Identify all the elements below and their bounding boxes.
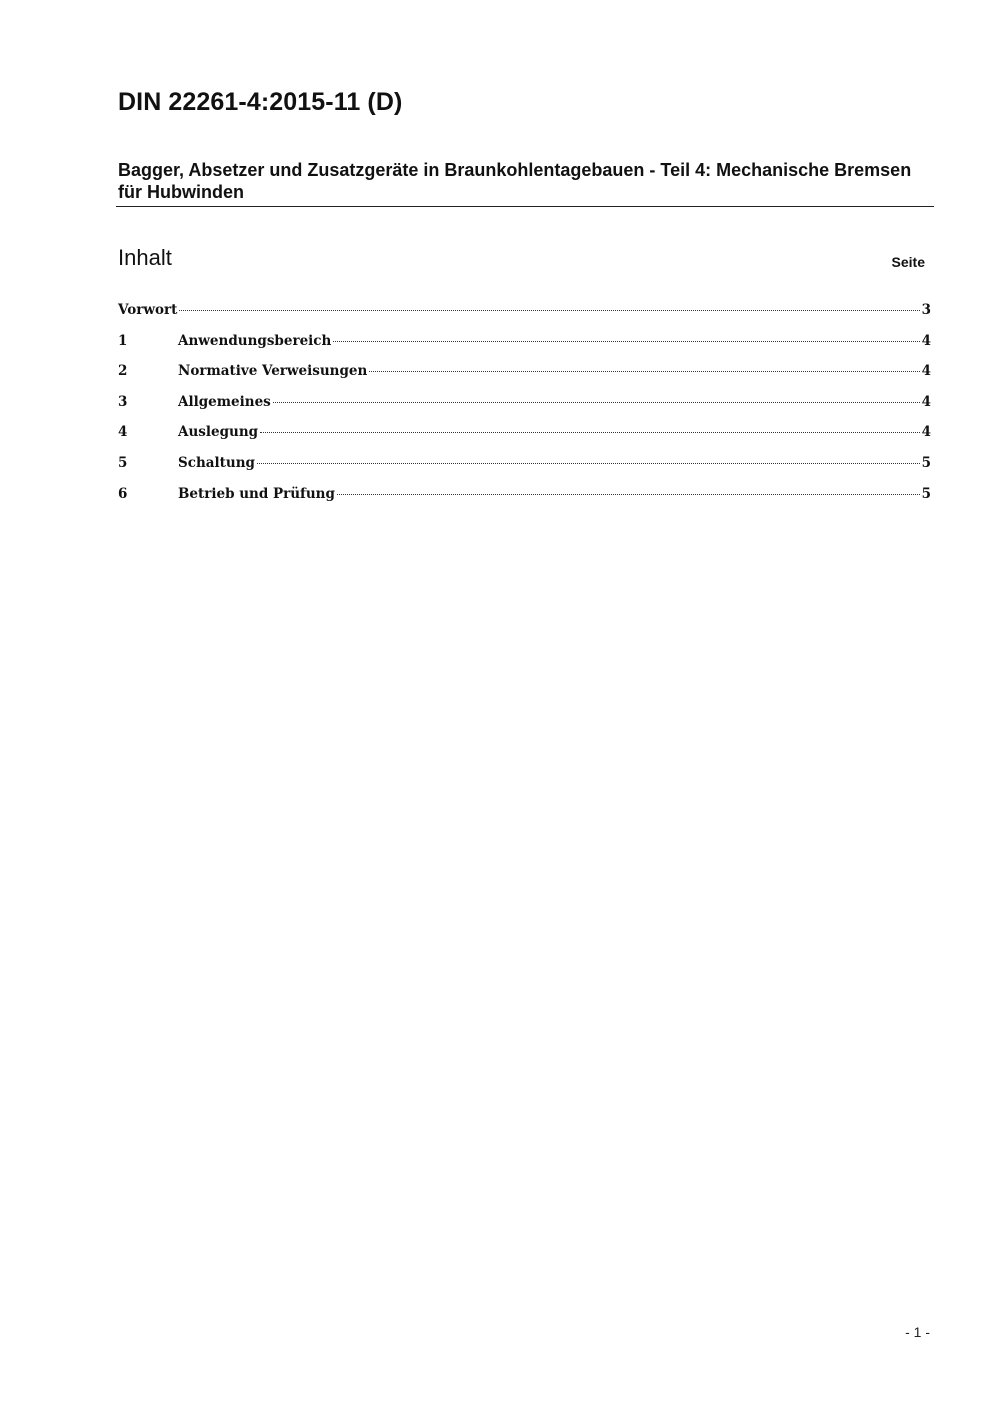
toc-entry-number: 6	[118, 485, 128, 502]
toc-dot-leader	[273, 402, 920, 403]
toc-entry-number: 3	[118, 393, 128, 410]
toc-dot-leader	[369, 371, 919, 372]
toc-entry-number: 4	[118, 424, 128, 441]
toc-entry-5[interactable]	[118, 455, 931, 486]
document-title: Bagger, Absetzer und Zusatzgeräte in Braunkohlentagebauen - Teil 4: Mechanische Bremsen für Hubwinden	[118, 160, 912, 202]
toc-entry-title: Auslegung	[178, 424, 259, 441]
toc-page-label: Seite	[891, 254, 925, 270]
toc-entry-page: 4	[921, 393, 931, 410]
toc-entry-4[interactable]	[118, 424, 931, 455]
table-of-contents	[118, 302, 931, 516]
page-number: - 1 -	[905, 1324, 930, 1340]
toc-entry-title: Schaltung	[178, 454, 255, 471]
toc-entry-page: 3	[921, 302, 931, 318]
toc-entry-vorwort[interactable]	[118, 302, 931, 333]
title-divider	[116, 206, 934, 207]
toc-entry-title: Anwendungsbereich	[178, 332, 332, 349]
toc-entry-title: Vorwort	[118, 302, 178, 318]
toc-dot-leader	[337, 494, 920, 495]
toc-heading: Inhalt	[118, 245, 172, 270]
toc-entry-1[interactable]	[118, 333, 931, 364]
toc-entry-3[interactable]	[118, 394, 931, 425]
toc-entry-page: 4	[921, 363, 931, 380]
toc-entry-title: Allgemeines	[178, 393, 271, 410]
toc-entry-page: 4	[921, 424, 931, 441]
toc-dot-leader	[257, 463, 920, 464]
toc-dot-leader	[333, 341, 919, 342]
toc-entry-page: 5	[921, 454, 931, 471]
toc-entry-number: 2	[118, 363, 128, 380]
toc-dot-leader	[260, 432, 919, 433]
toc-dot-leader	[179, 310, 919, 311]
toc-entry-title: Normative Verweisungen	[178, 363, 368, 380]
toc-entry-2[interactable]	[118, 363, 931, 394]
toc-entry-number: 1	[118, 332, 128, 349]
toc-entry-page: 4	[921, 332, 931, 349]
document-id: DIN 22261-4:2015-11 (D)	[118, 88, 403, 116]
toc-entry-page: 5	[921, 485, 931, 502]
toc-entry-number: 5	[118, 454, 128, 471]
toc-entry-title: Betrieb und Prüfung	[178, 485, 335, 502]
toc-entry-6[interactable]	[118, 486, 931, 517]
